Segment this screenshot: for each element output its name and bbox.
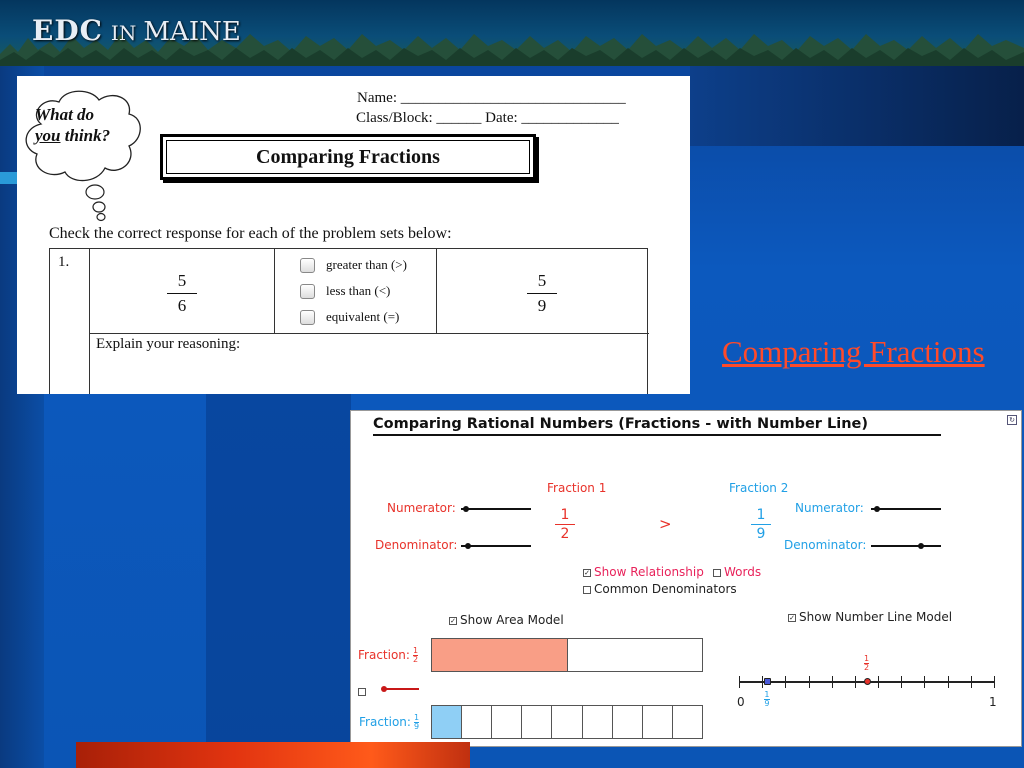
marker2-num: 1	[764, 690, 770, 699]
checkbox-icon[interactable]	[358, 688, 366, 696]
fraction2-numerator: 1	[756, 507, 766, 523]
area-segment	[432, 639, 568, 671]
show-area-model-label: Show Area Model	[460, 613, 564, 627]
number-line-tick	[785, 676, 786, 688]
background-column-mid	[206, 394, 351, 768]
table-divider	[89, 249, 90, 394]
area-segment	[583, 706, 613, 738]
area-segment	[522, 706, 552, 738]
cloud-you: you	[35, 126, 61, 145]
logo-maine: MAINE	[143, 17, 241, 47]
table-divider	[89, 333, 649, 334]
area-segment	[613, 706, 643, 738]
show-number-line-label: Show Number Line Model	[799, 610, 953, 624]
show-relationship-label: Show Relationship	[594, 565, 704, 579]
area1-prefix: Fraction:	[358, 648, 410, 662]
area1-mini-fraction	[413, 647, 418, 664]
problem-table	[49, 248, 648, 394]
marker2-label	[764, 691, 769, 708]
area-segment	[673, 706, 702, 738]
checkbox[interactable]	[300, 258, 315, 273]
fraction2-numerator-label: Numerator:	[795, 501, 864, 515]
show-relationship-toggle[interactable]	[583, 565, 704, 579]
edc-in-maine-logo	[32, 14, 241, 47]
fraction-bar	[751, 524, 771, 525]
background-stripe	[0, 172, 17, 184]
number-line-tick	[878, 676, 879, 688]
show-number-line-toggle[interactable]	[788, 610, 952, 624]
area-segment	[462, 706, 492, 738]
marker1-label	[864, 655, 869, 672]
right-fraction-denominator: 9	[537, 296, 547, 315]
number-line-end-label: 1	[989, 695, 997, 709]
marker2-fraction	[764, 691, 769, 708]
fraction2-display	[751, 507, 771, 542]
area-segment	[568, 639, 703, 671]
worksheet-instructions: Check the correct response for each of the problem sets below:	[49, 225, 452, 242]
area1-num: 1	[412, 646, 419, 655]
fraction1-denominator-label: Denominator:	[375, 538, 458, 552]
number-line-tick	[924, 676, 925, 688]
slider-handle[interactable]	[918, 543, 924, 549]
fraction1-numerator: 1	[560, 507, 570, 523]
fraction-applet	[350, 410, 1022, 747]
cloud-think: think?	[60, 126, 111, 145]
left-fraction-numerator: 5	[177, 271, 187, 290]
area-segment	[643, 706, 673, 738]
number-line-tick	[739, 676, 740, 688]
number-line-tick	[809, 676, 810, 688]
slider-handle[interactable]	[874, 506, 880, 512]
worksheet-image	[17, 76, 690, 394]
background-dark-block	[690, 66, 1024, 146]
fraction1-denominator: 2	[560, 526, 570, 542]
bottom-accent-bar	[76, 742, 470, 768]
fraction-bar	[527, 293, 557, 294]
table-divider	[436, 249, 437, 333]
fraction1-numerator-label: Numerator:	[387, 501, 456, 515]
comparing-fractions-link[interactable]: Comparing Fractions	[722, 334, 985, 369]
number-line-start-label: 0	[737, 695, 745, 709]
checkbox-icon[interactable]	[583, 586, 591, 594]
cloud-line-1: What do	[35, 105, 95, 124]
number-line-marker[interactable]	[864, 678, 871, 685]
slider-handle[interactable]	[381, 686, 387, 692]
right-fraction-numerator: 5	[537, 271, 547, 290]
area-segment	[552, 706, 582, 738]
fraction-bar	[167, 293, 197, 294]
number-line-marker[interactable]	[764, 678, 771, 685]
words-toggle[interactable]	[713, 565, 761, 579]
edc-banner	[0, 0, 1024, 66]
relation-symbol: >	[659, 515, 672, 533]
area-model-fraction2	[431, 705, 703, 739]
fraction1-label: Fraction 1	[547, 481, 607, 495]
fraction1-denominator-slider[interactable]	[461, 545, 531, 547]
option-less-than[interactable]	[300, 283, 390, 299]
fraction-bar	[555, 524, 575, 525]
number-line-tick	[901, 676, 902, 688]
fraction2-label: Fraction 2	[729, 481, 789, 495]
area2-mini-fraction	[414, 714, 419, 731]
option-equivalent[interactable]	[300, 309, 399, 325]
problem-number: 1.	[58, 254, 70, 270]
option-label: equivalent (=)	[326, 309, 400, 324]
fraction1-numerator-slider[interactable]	[461, 508, 531, 510]
worksheet-title: Comparing Fractions	[166, 140, 530, 174]
extra-checkbox[interactable]	[358, 684, 369, 698]
number-line	[739, 681, 995, 683]
checkbox[interactable]	[300, 310, 315, 325]
table-divider	[274, 249, 275, 333]
area-segment	[492, 706, 522, 738]
applet-title: Comparing Rational Numbers (Fractions - with Number Line)	[373, 416, 941, 436]
fraction2-denominator-slider[interactable]	[871, 545, 941, 547]
option-label: greater than (>)	[326, 257, 407, 272]
cloud-caption	[35, 104, 110, 146]
fraction2-denominator-label: Denominator:	[784, 538, 867, 552]
area2-prefix: Fraction:	[359, 715, 411, 729]
area2-num: 1	[413, 713, 420, 722]
number-line-tick	[855, 676, 856, 688]
worksheet-title-box	[160, 134, 536, 180]
marker1-num: 1	[864, 654, 870, 663]
logo-edc: EDC	[32, 14, 103, 47]
checkbox-checked-icon[interactable]: ✓	[450, 616, 456, 625]
checkbox-checked-icon[interactable]: ✓	[789, 613, 795, 622]
fraction1-display	[555, 507, 575, 542]
left-fraction	[167, 271, 197, 316]
common-denominators-label: Common Denominators	[594, 582, 737, 596]
marker2-den: 9	[764, 699, 770, 708]
slider-handle[interactable]	[465, 543, 471, 549]
option-label: less than (<)	[326, 283, 391, 298]
area2-den: 9	[413, 722, 420, 731]
show-area-model-toggle[interactable]	[449, 613, 564, 627]
logo-in: IN	[110, 21, 137, 45]
marker1-fraction	[864, 655, 869, 672]
right-fraction	[527, 271, 557, 316]
marker1-den: 2	[864, 663, 870, 672]
explain-reasoning-label: Explain your reasoning:	[96, 336, 241, 352]
checkbox-icon[interactable]	[713, 569, 721, 577]
common-denominators-toggle[interactable]	[583, 582, 737, 596]
cloud-line-2	[35, 125, 110, 146]
slider-handle[interactable]	[463, 506, 469, 512]
area2-label	[359, 714, 419, 731]
class-date-line: Class/Block: ______ Date: _____________	[356, 110, 619, 126]
words-label: Words	[724, 565, 762, 579]
number-line-tick	[971, 676, 972, 688]
number-line-tick	[832, 676, 833, 688]
number-line-tick	[948, 676, 949, 688]
option-greater-than[interactable]	[300, 257, 407, 273]
refresh-icon[interactable]: ↻	[1007, 415, 1017, 425]
fraction2-denominator: 9	[756, 526, 766, 542]
number-line-tick	[994, 676, 995, 688]
checkbox[interactable]	[300, 284, 315, 299]
area1-den: 2	[412, 655, 419, 664]
area-model-fraction1	[431, 638, 703, 672]
fraction2-numerator-slider[interactable]	[871, 508, 941, 510]
area-segment	[432, 706, 462, 738]
left-fraction-denominator: 6	[177, 296, 187, 315]
extra-slider[interactable]	[383, 688, 419, 690]
number-line-tick	[762, 676, 763, 688]
name-line: Name: ______________________________	[357, 90, 626, 106]
checkbox-checked-icon[interactable]: ✓	[584, 568, 590, 577]
area1-label	[358, 647, 418, 664]
